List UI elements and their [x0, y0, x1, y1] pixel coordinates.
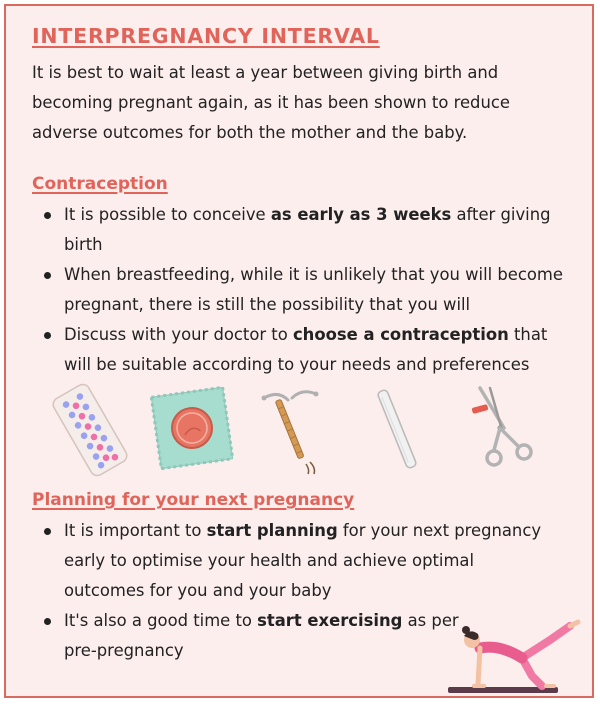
list-item: When breastfeeding, while it is unlikely that you will become pregnant, there is still the possibility that you will — [32, 260, 578, 320]
pill-pack-icon — [42, 382, 138, 478]
list-item: It's also a good time to start exercising as per pre-pregnancy — [32, 606, 552, 666]
surgical-scissors-icon — [464, 384, 544, 476]
implant-rod-icon — [362, 384, 432, 474]
list-item: Discuss with your doctor to choose a contraception that will be suitable according to your needs and preferences — [32, 320, 578, 380]
condom-icon — [146, 382, 238, 474]
woman-exercising-icon — [442, 618, 582, 698]
list-item: It is important to start planning for your next pregnancy early to optimise your health and achieve optimal outcomes for you and your baby — [32, 516, 552, 606]
info-card — [4, 4, 594, 698]
contraception-list — [32, 200, 578, 380]
iud-icon — [258, 384, 338, 476]
contraception-heading: Contraception — [32, 174, 168, 194]
page-title: INTERPREGNANCY INTERVAL — [32, 24, 380, 48]
list-item: It is possible to conceive as early as 3 weeks after giving birth — [32, 200, 578, 260]
intro-paragraph: It is best to wait at least a year between giving birth and becoming pregnant again, as it has been shown to reduce adverse outcomes for both the mother and the baby. — [32, 63, 510, 142]
planning-heading: Planning for your next pregnancy — [32, 490, 355, 510]
